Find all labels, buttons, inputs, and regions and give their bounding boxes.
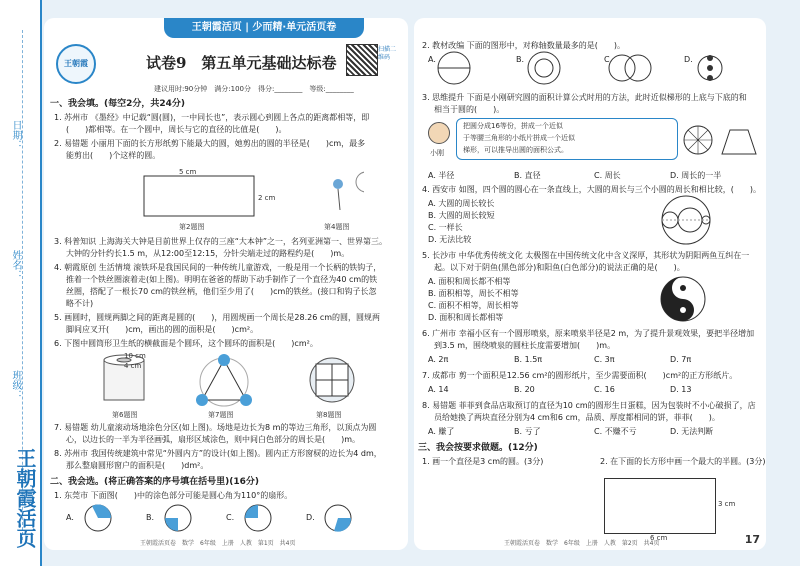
- q6-text: 6. 下图中圆筒形卫生纸的横截面是个圆环，这个圆环的面积是( )cm²。: [54, 339, 318, 348]
- r-q7-opt-c: C. 16: [594, 385, 615, 394]
- r-q3-opt-a: A. 半径: [428, 171, 455, 180]
- right-page: [414, 18, 766, 550]
- fig8-caption: 第8题图: [316, 411, 342, 419]
- r-q4-opt-a: A. 大圆的周长较长: [428, 199, 495, 208]
- q2-line1: 2. 易错题 小丽用下面的长方形纸剪下能最大的圆，她剪出的圆的半径是( )cm，最多: [54, 139, 366, 148]
- q9-opt-c: C.: [226, 513, 235, 522]
- fig7-caption: 第7题图: [208, 411, 234, 419]
- q1-line2: ( )都相等。在一个圆中，周长与它的直径的比值是( )。: [66, 125, 287, 134]
- qr-note: 扫描二维码: [378, 46, 397, 61]
- r-q6-opt-b: B. 1.5π: [514, 355, 543, 364]
- q9-sector-figures: [78, 504, 398, 536]
- q7-line2: 心，以边长的一半为半径画弧，扇形区域涂色，则中间白色部分的周长是( )m。: [66, 435, 361, 444]
- section-2-heading: 二、我会选。(将正确答案的序号填在括号里)(16分): [50, 477, 259, 487]
- q8-line1: 8. 苏州市 我国传统建筑中常见“外圆内方”的设计(如上图)。圆内正方形窗棂的边长为4 dm，: [54, 449, 382, 458]
- r-q4-opt-b: B. 大圆的周长较短: [428, 211, 495, 220]
- paper-title: 试卷9 第五单元基础达标卷: [146, 54, 337, 72]
- q8-line2: 那么整扇圆形窗户的面积是( )dm²。: [66, 461, 209, 470]
- r-q4-opt-d: D. 无法比较: [428, 235, 472, 244]
- r-q8-opt-a: A. 赚了: [428, 427, 455, 436]
- circle-to-trapezoid-figure: [682, 124, 758, 158]
- exam-meta: 建议用时:90分钟 满分:100分 得分:________ 等级:________: [154, 85, 354, 93]
- r-q2-text: 2. 教材改编 下面的图形中，对称轴数量最多的是( )。: [422, 41, 625, 50]
- r-q3-illustration: [428, 118, 758, 166]
- r-q5-opt-c: C. 面积不相等，周长相等: [428, 301, 519, 310]
- r-q6-opt-a: A. 2π: [428, 355, 449, 364]
- q7-line1: 7. 易错题 幼儿童滚动场地涂色分区(如上图)。场地是边长为8 m的等边三角形，以顶点为圆: [54, 423, 377, 432]
- r-q6-line1: 6. 广州市 幸福小区有一个圆形喷泉，原来喷泉半径是2 m，为了提升景观效果，要把半径增加: [422, 329, 755, 338]
- r-q6-opt-c: C. 3π: [594, 355, 615, 364]
- rect-height-label: 3 cm: [718, 500, 736, 508]
- r-q10-text: 2. 在下面的长方形中画一个最大的半圆。(3分): [600, 457, 766, 466]
- name-label: 姓名：: [10, 250, 21, 280]
- q4-line3: 丝圈，搭配了一根长70 cm的铁丝柄，他们至少用了( )cm的铁丝。(接口和钩子长忽: [66, 287, 377, 296]
- kid-figure-icon: [333, 179, 343, 189]
- series-tab: 王朝霞活页 | 少而精·单元活页卷: [164, 18, 364, 38]
- q3-line2: 大钟的分针约长1.5 m，从12:00至12:15，分针尖端走过的路程约是( )m。: [66, 249, 350, 258]
- r-q4-opt-c: C. 一样长: [428, 223, 463, 232]
- r-q5-line2: 起。以下对于阴鱼(黑色部分)和阳鱼(白色部分)的说法正确的是( )。: [434, 263, 685, 272]
- class-label: 班级：: [10, 370, 21, 400]
- answer-rectangle[interactable]: [604, 478, 716, 534]
- speech-line-3: 梯形，可以推导出圆的面积公式。: [463, 146, 568, 154]
- fig2-caption: 第2题图: [179, 223, 205, 231]
- r-q7-opt-b: B. 20: [514, 385, 535, 394]
- fig4-caption: 第4题图: [324, 223, 350, 231]
- q3-line1: 3. 科普知识 上海海关大钟是目前世界上仅存的三座“大本钟”之一，名列亚洲第一、世界第三。: [54, 237, 388, 246]
- fig6-caption: 第6题图: [112, 411, 138, 419]
- section-3-heading: 三、我会按要求做题。(12分): [418, 443, 538, 453]
- publisher-logo: 王朝霞: [56, 44, 96, 84]
- r-q8-line1: 8. 易错题 菲菲到食品店取预订的直径为10 cm的圆形生日蛋糕，因为包装时不小心破损了，店: [422, 401, 756, 410]
- q9-opt-a: A.: [66, 513, 74, 522]
- r-q3-line1: 3. 思维提升 下面是小刚研究圆的面积计算公式时用的方法，此时近似梯形的上底与下底的和: [422, 93, 747, 102]
- r-q8-line2: 员给她换了两块直径分别为4 cm和6 cm，品质、厚度都相同的饼，菲菲( )。: [434, 413, 720, 422]
- q9-opt-b: B.: [146, 513, 155, 522]
- r-q7-opt-d: D. 13: [670, 385, 692, 394]
- speech-bubble: [456, 118, 678, 160]
- r-q7-opt-a: A. 14: [428, 385, 449, 394]
- r-q2-figures: [434, 48, 754, 88]
- kid-body: [338, 189, 340, 210]
- right-footer: 王朝霞活页卷 数学 6年级 上册 人教 第2页 共4页: [504, 540, 660, 547]
- q2-line2: 能剪出( )个这样的圆。: [66, 151, 161, 160]
- left-page: [44, 18, 408, 550]
- q1-line1: 1. 苏州市 《墨经》中记载“圆(圆)，一中同长也”，表示圆心到圆上各点的距离都相等，即: [54, 113, 370, 122]
- q4-line2: 推着一个铁丝圈滚着走(如上图)。明明在爸爸的帮助下动手制作了一个直径为40 cm的铁: [66, 275, 378, 284]
- r-q4-text: 4. 西安市 如图，四个圆的圆心在一条直线上，大圆的周长与三个小圆的周长和相比较，( )。: [422, 185, 761, 194]
- r-q3-opt-c: C. 周长: [594, 171, 621, 180]
- title-row: [56, 44, 396, 84]
- r-q5-line1: 5. 长沙市 中华优秀传统文化 太极图在中国传统文化中含义深厚，其形状为阴阳两鱼互纠在一: [422, 251, 750, 260]
- r-q3-line2: 相当于圆的( )。: [434, 105, 505, 114]
- q9-text: 1. 东莞市 下面图( )中的涂色部分可能是圆心角为110°的扇形。: [54, 491, 293, 500]
- r-q2-opt-a: A.: [428, 55, 436, 64]
- r-q8-opt-b: B. 亏了: [514, 427, 541, 436]
- page-number: 17: [744, 533, 760, 546]
- rect-width-label: 6 cm: [650, 534, 668, 542]
- r-q5-opt-d: D. 面积和周长都相等: [428, 313, 504, 322]
- rectangle-shape: [144, 176, 254, 216]
- r-q6-line2: 到3.5 m，围绕喷泉的圆柱长度需要增加( )m。: [434, 341, 616, 350]
- speech-line-2: 于等腰三角形的小纸片拼成一个近似: [463, 134, 575, 142]
- brand-logo: 王朝霞活页: [13, 448, 37, 548]
- q9-opt-d: D.: [306, 513, 315, 522]
- r-q3-opt-d: D. 周长的一半: [670, 171, 722, 180]
- r-q2-opt-b: B.: [516, 55, 525, 64]
- kid-name: 小刚: [430, 149, 444, 157]
- kid-face-icon: [428, 122, 450, 144]
- q5-line1: 5. 画圆时，圆规两脚之间的距离是圆的( )，用圆规画一个周长是28.26 cm的圆，圆规两: [54, 313, 381, 322]
- date-label: 日期：: [10, 120, 21, 150]
- fig6-label-outer: 10 cm: [124, 352, 146, 360]
- r-q3-opt-b: B. 直径: [514, 171, 541, 180]
- left-footer: 王朝霞活页卷 数学 6年级 上册 人教 第1页 共4页: [140, 540, 296, 547]
- taiji-icon: [658, 274, 708, 324]
- speech-line-1: 把圆分成16等份，拼成一个近似: [463, 122, 563, 130]
- r-q2-opt-c: C.: [604, 55, 613, 64]
- r-q4-circles-figure: [650, 194, 722, 246]
- q4-line4: 略不计): [66, 299, 94, 308]
- q5-line2: 脚间应叉开( )cm，画出的圆的面积是( )cm²。: [66, 325, 259, 334]
- q4-line1: 4. 朝霞原创 生活情境 滚铁环是我国民间的一种传统儿童游戏，一般是用一个长柄的铁钩子，: [54, 263, 382, 272]
- fig2-height-label: 2 cm: [258, 194, 276, 202]
- section-1-heading: 一、我会填。(每空2分，共24分): [50, 99, 186, 109]
- r-q8-opt-c: C. 不赚不亏: [594, 427, 637, 436]
- hoop-icon: [356, 172, 364, 192]
- qr-code-icon[interactable]: [346, 44, 378, 76]
- r-q7-text: 7. 成都市 剪一个面积是12.56 cm²的圆形纸片，至少需要面积( )cm²的正方形纸片。: [422, 371, 738, 380]
- binding-strip: [0, 0, 42, 566]
- r-q6-opt-d: D. 7π: [670, 355, 692, 364]
- r-q8-opt-d: D. 无法判断: [670, 427, 714, 436]
- fig6-label-inner: 4 cm: [124, 362, 142, 370]
- r-q5-opt-b: B. 面积相等，周长不相等: [428, 289, 519, 298]
- r-q9-text: 1. 画一个直径是3 cm的圆。(3分): [422, 457, 544, 466]
- r-q5-opt-a: A. 面积和周长都不相等: [428, 277, 511, 286]
- fig2-width-label: 5 cm: [179, 168, 197, 176]
- r-q2-opt-d: D.: [684, 55, 693, 64]
